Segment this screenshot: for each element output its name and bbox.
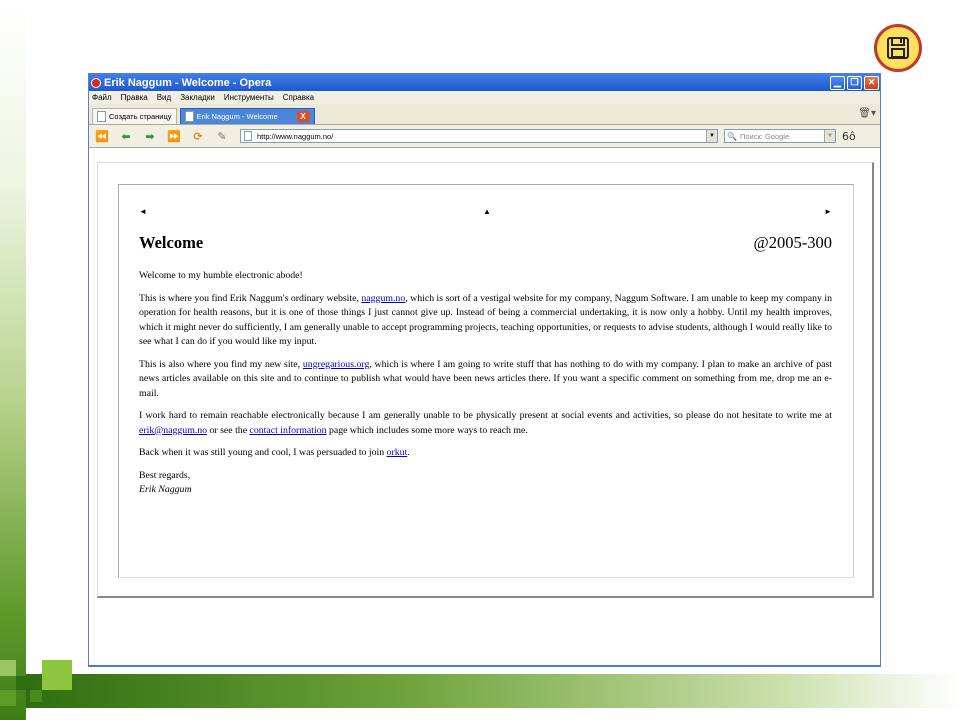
text: , which is where I am going to write stuff that has nothing to do with my company. I plan to make an archive of past news articles available on this site and to continue to publish what would have been news articles there. If you want a specific comment on something from me, drop me an e-mail. bbox=[139, 358, 832, 399]
paragraph-website bbox=[139, 292, 832, 350]
slide-left-gradient-bar bbox=[0, 0, 26, 720]
search-engine-dropdown-icon[interactable]: ▼ bbox=[824, 130, 835, 142]
naggum-link[interactable]: naggum.no bbox=[361, 292, 406, 304]
address-bar[interactable] bbox=[240, 129, 718, 143]
decor-square bbox=[0, 690, 16, 706]
forward-arrow-icon[interactable]: ➡ bbox=[145, 129, 155, 143]
tab-new-page[interactable] bbox=[92, 108, 177, 124]
page-nav-arrows bbox=[139, 207, 832, 217]
text: , which is sort of a vestigal website for my company, Naggum Software. I am unable to keep my company in operation for health reasons, but it is one of those things I just cannot give up. Instead of being a commercial undertaking, it is now only a hobby. Until my health improves, which it might never do sufficiently, I am generally unable to accept programming projects, teaching opportunities, or requests to advise students, although I would really like to see what I can do if you would like my input. bbox=[139, 292, 832, 347]
menu-edit[interactable]: Правка bbox=[120, 93, 148, 102]
signature: Erik Naggum bbox=[139, 484, 192, 495]
restore-button[interactable]: ❐ bbox=[847, 76, 862, 90]
contact-info-link[interactable]: contact information bbox=[249, 424, 327, 436]
ungregarious-link[interactable]: ungregarious.org bbox=[302, 358, 370, 370]
trash-icon[interactable]: 🗑▾ bbox=[858, 108, 876, 119]
page-content-box bbox=[118, 184, 854, 578]
close-window-button[interactable]: ✕ bbox=[864, 76, 879, 90]
binoculars-icon[interactable]: 6ô bbox=[842, 129, 856, 143]
window-title: Erik Naggum - Welcome - Opera bbox=[104, 76, 272, 89]
new-page-icon bbox=[97, 111, 106, 122]
decor-square bbox=[30, 690, 42, 702]
decor-square bbox=[0, 660, 16, 676]
page-title: Welcome bbox=[139, 233, 204, 252]
menu-help[interactable]: Справка bbox=[282, 93, 315, 102]
reload-icon[interactable]: ⟳ bbox=[193, 129, 203, 143]
slide-bottom-gradient-bar bbox=[26, 674, 960, 708]
intro-paragraph: Welcome to my humble electronic abode! bbox=[139, 270, 303, 281]
back-arrow-icon[interactable]: ⬅ bbox=[121, 129, 131, 143]
title-bar bbox=[89, 74, 880, 91]
menu-file[interactable]: Файл bbox=[92, 93, 112, 102]
search-icon: 🔍 bbox=[727, 131, 737, 141]
opera-logo-icon bbox=[91, 78, 101, 88]
page-viewport bbox=[97, 162, 874, 598]
decor-square bbox=[16, 676, 30, 690]
page-heading bbox=[139, 233, 832, 253]
save-floppy-button[interactable] bbox=[874, 24, 922, 72]
menu-view[interactable]: Вид bbox=[156, 93, 172, 102]
edit-pencil-icon[interactable]: ✎ bbox=[217, 129, 227, 143]
floppy-disk-icon bbox=[885, 35, 911, 61]
text: I work hard to remain reachable electronically because I am generally unable to be physically present at social events and activities, so please do not hesitate to write me at bbox=[139, 410, 832, 421]
browser-window bbox=[88, 73, 881, 667]
orkut-link[interactable]: orkut bbox=[386, 447, 408, 458]
page-body bbox=[139, 269, 832, 506]
up-page-link[interactable]: ▲ bbox=[483, 207, 491, 216]
menu-bar bbox=[89, 91, 880, 104]
email-link[interactable]: erik@naggum.no bbox=[139, 424, 208, 436]
closing: Best regards, bbox=[139, 469, 191, 481]
tab-active-label: Erik Naggum - Welcome bbox=[196, 112, 278, 121]
address-dropdown-icon[interactable]: ▼ bbox=[706, 130, 717, 142]
prev-page-link[interactable]: ◄ bbox=[139, 207, 147, 216]
page-icon bbox=[185, 111, 194, 122]
text: This is also where you find my new site, bbox=[139, 358, 303, 370]
fast-forward-icon[interactable]: ⏩ bbox=[167, 129, 181, 143]
tab-bar bbox=[89, 104, 880, 125]
menu-bookmarks[interactable]: Закладки bbox=[180, 93, 215, 102]
minimize-button[interactable]: ▁ bbox=[830, 76, 845, 90]
rewind-icon[interactable]: ⏪ bbox=[95, 129, 109, 143]
tab-active-page[interactable] bbox=[180, 108, 315, 124]
tab-new-page-label: Создать страницу bbox=[109, 112, 172, 121]
search-field[interactable] bbox=[724, 129, 836, 143]
menu-tools[interactable]: Инструменты bbox=[223, 93, 274, 102]
paragraph-contact bbox=[139, 409, 832, 438]
address-text: http://www.naggum.no/ bbox=[257, 131, 334, 141]
text: . bbox=[407, 447, 410, 458]
next-page-link[interactable]: ► bbox=[824, 207, 832, 216]
navigation-toolbar bbox=[89, 125, 880, 148]
text: This is where you find Erik Naggum's ordinary website, bbox=[139, 292, 362, 304]
paragraph-orkut bbox=[139, 446, 832, 461]
text: or see the bbox=[207, 424, 250, 436]
paragraph-new-site bbox=[139, 358, 832, 402]
page-date: @2005-300 bbox=[753, 233, 832, 252]
page-icon bbox=[244, 131, 252, 141]
tab-close-icon[interactable]: X bbox=[297, 111, 310, 122]
search-placeholder: Поиск: Google bbox=[740, 131, 790, 141]
window-controls bbox=[830, 76, 880, 90]
text: Back when it was still young and cool, I was persuaded to join bbox=[139, 447, 387, 458]
decor-square bbox=[42, 660, 72, 690]
text: page which includes some more ways to reach me. bbox=[326, 424, 528, 436]
